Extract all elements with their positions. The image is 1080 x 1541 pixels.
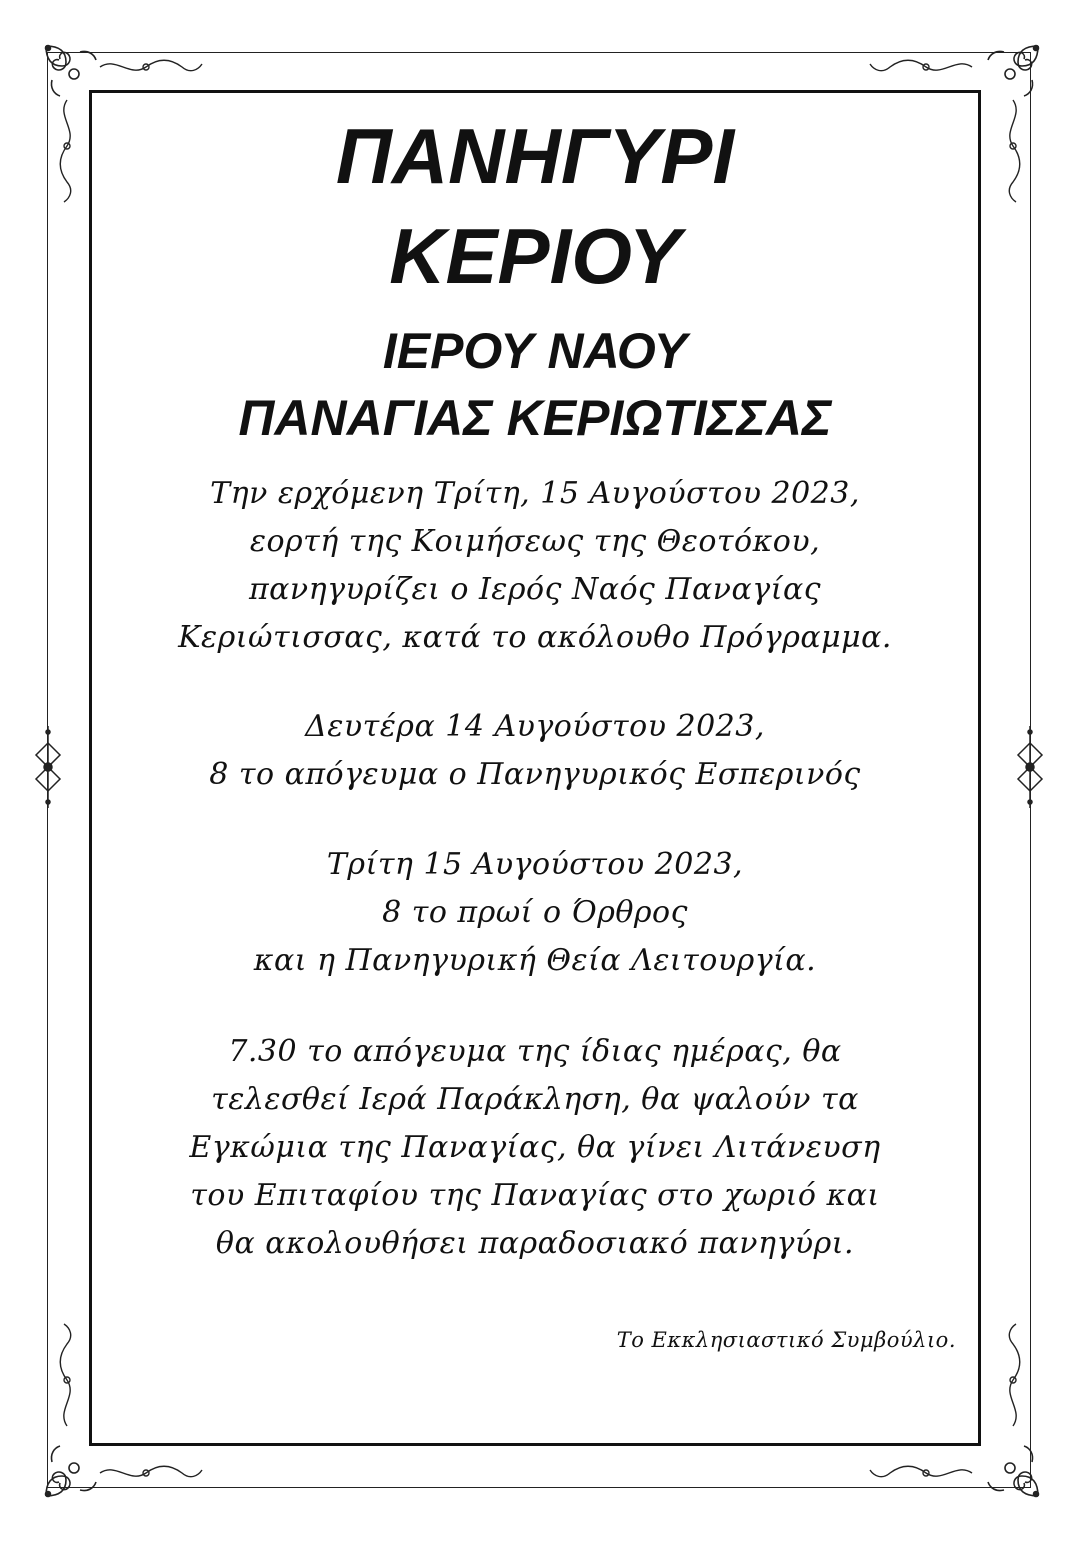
intro-line: πανηγυρίζει ο Ιερός Ναός Παναγίας [248, 572, 822, 607]
subtitle-line-1: ΙΕΡΟΥ ΝΑΟΥ [382, 323, 688, 379]
monday-schedule [92, 703, 978, 799]
corner-ornament-icon [984, 40, 1044, 100]
evening-line: Εγκώμια της Παναγίας, θα γίνει Λιτάνευση [189, 1130, 881, 1165]
title-line-1: ΠΑΝΗΓΥΡΙ [335, 112, 735, 200]
tuesday-line: Τρίτη 15 Αυγούστου 2023, [326, 847, 744, 882]
tuesday-line: 8 το πρωί ο Όρθρος [382, 895, 688, 930]
flourish-icon [998, 96, 1028, 206]
intro-paragraph [92, 470, 978, 662]
evening-line: 7.30 το απόγευμα της ίδιας ημέρας, θα [228, 1034, 842, 1069]
signature: Το Εκκλησιαστικό Συμβούλιο. [616, 1328, 956, 1352]
poster-content [92, 93, 978, 1443]
corner-ornament-icon [40, 40, 100, 100]
monday-line: Δευτέρα 14 Αυγούστου 2023, [305, 709, 765, 744]
flourish-icon [866, 1458, 976, 1488]
flourish-icon [96, 52, 206, 82]
tuesday-schedule [92, 841, 978, 985]
flourish-icon [866, 52, 976, 82]
evening-line: τελεσθεί Ιερά Παράκληση, θα ψαλούν τα [211, 1082, 859, 1117]
evening-schedule [92, 1028, 978, 1268]
flourish-icon [52, 96, 82, 206]
side-ornament-icon [1010, 722, 1050, 812]
side-ornament-icon [28, 722, 68, 812]
corner-ornament-icon [40, 1442, 100, 1502]
evening-line: του Επιταφίου της Παναγίας στο χωριό και [190, 1178, 880, 1213]
flourish-icon [96, 1458, 206, 1488]
subtitle-line-2: ΠΑΝΑΓΙΑΣ ΚΕΡΙΩΤΙΣΣΑΣ [238, 390, 832, 446]
corner-ornament-icon [984, 1442, 1044, 1502]
flourish-icon [52, 1320, 82, 1430]
intro-line: Κεριώτισσας, κατά το ακόλουθο Πρόγραμμα. [178, 620, 892, 655]
intro-line: εορτή της Κοιμήσεως της Θεοτόκου, [249, 524, 821, 559]
evening-line: θα ακολουθήσει παραδοσιακό πανηγύρι. [215, 1226, 855, 1261]
tuesday-line: και η Πανηγυρική Θεία Λειτουργία. [253, 943, 817, 978]
flourish-icon [998, 1320, 1028, 1430]
monday-line: 8 το απόγευμα ο Πανηγυρικός Εσπερινός [209, 757, 861, 792]
intro-line: Την ερχόμενη Τρίτη, 15 Αυγούστου 2023, [210, 476, 860, 511]
title-line-2: ΚΕΡΙΟΥ [389, 212, 681, 300]
